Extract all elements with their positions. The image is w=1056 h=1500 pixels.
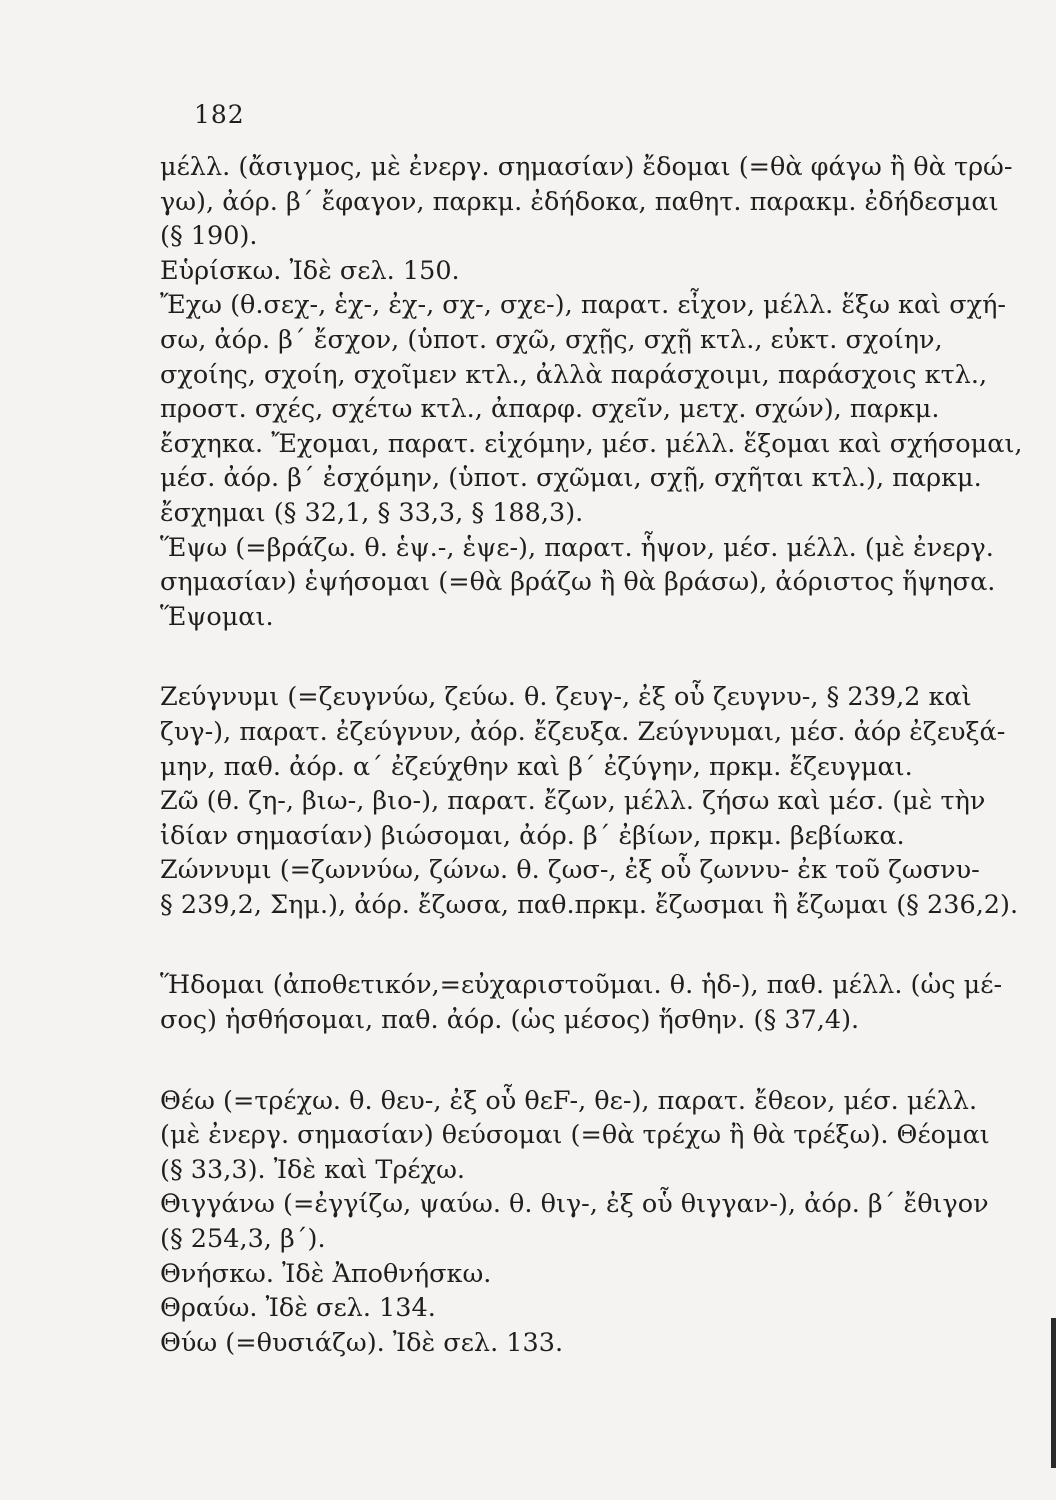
text-line: γω), ἀόρ. β΄ ἔφαγον, παρκμ. ἐδήδοκα, παθητ. παρακμ. ἐδήδεσμαι [160, 186, 999, 217]
text-line: Ἔχω (θ.σεχ-, ἑχ-, ἐχ-, σχ-, σχε-), παρατ. εἶχον, μέλλ. ἕξω καὶ σχή- [160, 290, 1007, 321]
entry-group-eta [160, 968, 1003, 1037]
text-line: Θέω (=τρέχω. θ. θευ-, ἐξ οὗ θεF-, θε-), παρατ. ἔθεον, μέσ. μέλλ. [160, 1085, 978, 1116]
text-line: μην, παθ. ἀόρ. α΄ ἐζεύχθην καὶ β΄ ἐζύγην, πρκμ. ἔζευγμαι. [160, 751, 913, 782]
section-gap [160, 1038, 994, 1084]
text-line: Ἕψομαι. [160, 601, 274, 632]
text-line: Θιγγάνω (=ἐγγίζω, ψαύω. θ. θιγ-, ἐξ οὗ θιγγαν-), ἀόρ. β΄ ἔθιγον [160, 1189, 989, 1220]
entry-group-theta [160, 1084, 994, 1361]
text-line: ἰδίαν σημασίαν) βιώσομαι, ἀόρ. β΄ ἐβίων, πρκμ. βεβίωκα. [160, 820, 905, 851]
text-line: Ζῶ (θ. ζη-, βιω-, βιο-), παρατ. ἔζων, μέλλ. ζήσω καὶ μέσ. (μὲ τὴν [160, 786, 986, 817]
entry-group-epsilon [160, 150, 1023, 634]
text-line: Ἕψω (=βράζω. θ. ἑψ.-, ἑψε-), παρατ. ἧψον, μέσ. μέλλ. (μὲ ἐνεργ. [160, 532, 994, 563]
text-line: ζυγ-), παρατ. ἐζεύγνυν, ἀόρ. ἔζευξα. Ζεύγνυμαι, μέσ. ἀόρ ἐζευξά- [160, 716, 1006, 747]
text-line: Εὑρίσκω. Ἰδὲ σελ. 150. [160, 255, 460, 286]
text-line: σχοίης, σχοίη, σχοῖμεν κτλ., ἀλλὰ παράσχοιμι, παράσχοις κτλ., [160, 359, 988, 390]
section-gap [160, 922, 994, 968]
text-line: ἔσχημαι (§ 32,1, § 33,3, § 188,3). [160, 497, 584, 528]
text-line: § 239,2, Σημ.), ἀόρ. ἔζωσα, παθ.πρκμ. ἔζωσμαι ἢ ἔζωμαι (§ 236,2). [160, 889, 1019, 920]
text-line: (§ 33,3). Ἰδὲ καὶ Τρέχω. [160, 1154, 465, 1185]
text-line: Ζεύγνυμι (=ζευγνύω, ζεύω. θ. ζευγ-, ἐξ οὗ ζευγνυ-, § 239,2 καὶ [160, 682, 972, 713]
text-line: (μὲ ἐνεργ. σημασίαν) θεύσομαι (=θὰ τρέχω ἢ θὰ τρέξω). Θέομαι [160, 1120, 990, 1151]
page-body [160, 150, 1023, 1360]
text-line: σω, ἀόρ. β΄ ἔσχον, (ὑποτ. σχῶ, σχῇς, σχῇ κτλ., εὐκτ. σχοίην, [160, 324, 943, 355]
scan-edge-mark [1051, 1318, 1056, 1468]
text-line: σημασίαν) ἑψήσομαι (=θὰ βράζω ἢ θὰ βράσω), ἀόριστος ἥψησα. [160, 567, 996, 598]
text-line: μέλλ. (ἄσιγμος, μὲ ἐνεργ. σημασίαν) ἔδομαι (=θὰ φάγω ἢ θὰ τρώ- [160, 152, 1013, 182]
entry-group-zeta [160, 680, 1019, 922]
text-line: Θραύω. Ἰδὲ σελ. 134. [160, 1293, 436, 1324]
text-line: Ζώννυμι (=ζωννύω, ζώνω. θ. ζωσ-, ἐξ οὗ ζωννυ- ἐκ τοῦ ζωσνυ- [160, 855, 980, 886]
text-line: προστ. σχές, σχέτω κτλ., ἀπαρφ. σχεῖν, μετχ. σχών), παρκμ. [160, 394, 940, 425]
text-line: (§ 254,3, β΄). [160, 1224, 326, 1255]
section-gap [160, 634, 994, 680]
text-line: μέσ. ἀόρ. β΄ ἐσχόμην, (ὑποτ. σχῶμαι, σχῇ, σχῆται κτλ.), παρκμ. [160, 463, 982, 494]
page-number: 182 [194, 100, 245, 129]
text-line: Θύω (=θυσιάζω). Ἰδὲ σελ. 133. [160, 1327, 564, 1358]
text-line: ἔσχηκα. Ἔχομαι, παρατ. εἰχόμην, μέσ. μέλλ. ἕξομαι καὶ σχήσομαι, [160, 428, 1023, 459]
text-line: Ἥδομαι (ἀποθετικόν,=εὐχαριστοῦμαι. θ. ἡδ-), παθ. μέλλ. (ὡς μέ- [160, 970, 1003, 1001]
text-line: (§ 190). [160, 221, 258, 252]
text-line: σος) ἡσθήσομαι, παθ. ἀόρ. (ὡς μέσος) ἥσθην. (§ 37,4). [160, 1005, 860, 1036]
text-line: Θνήσκω. Ἰδὲ Ἀποθνήσκω. [160, 1258, 492, 1289]
